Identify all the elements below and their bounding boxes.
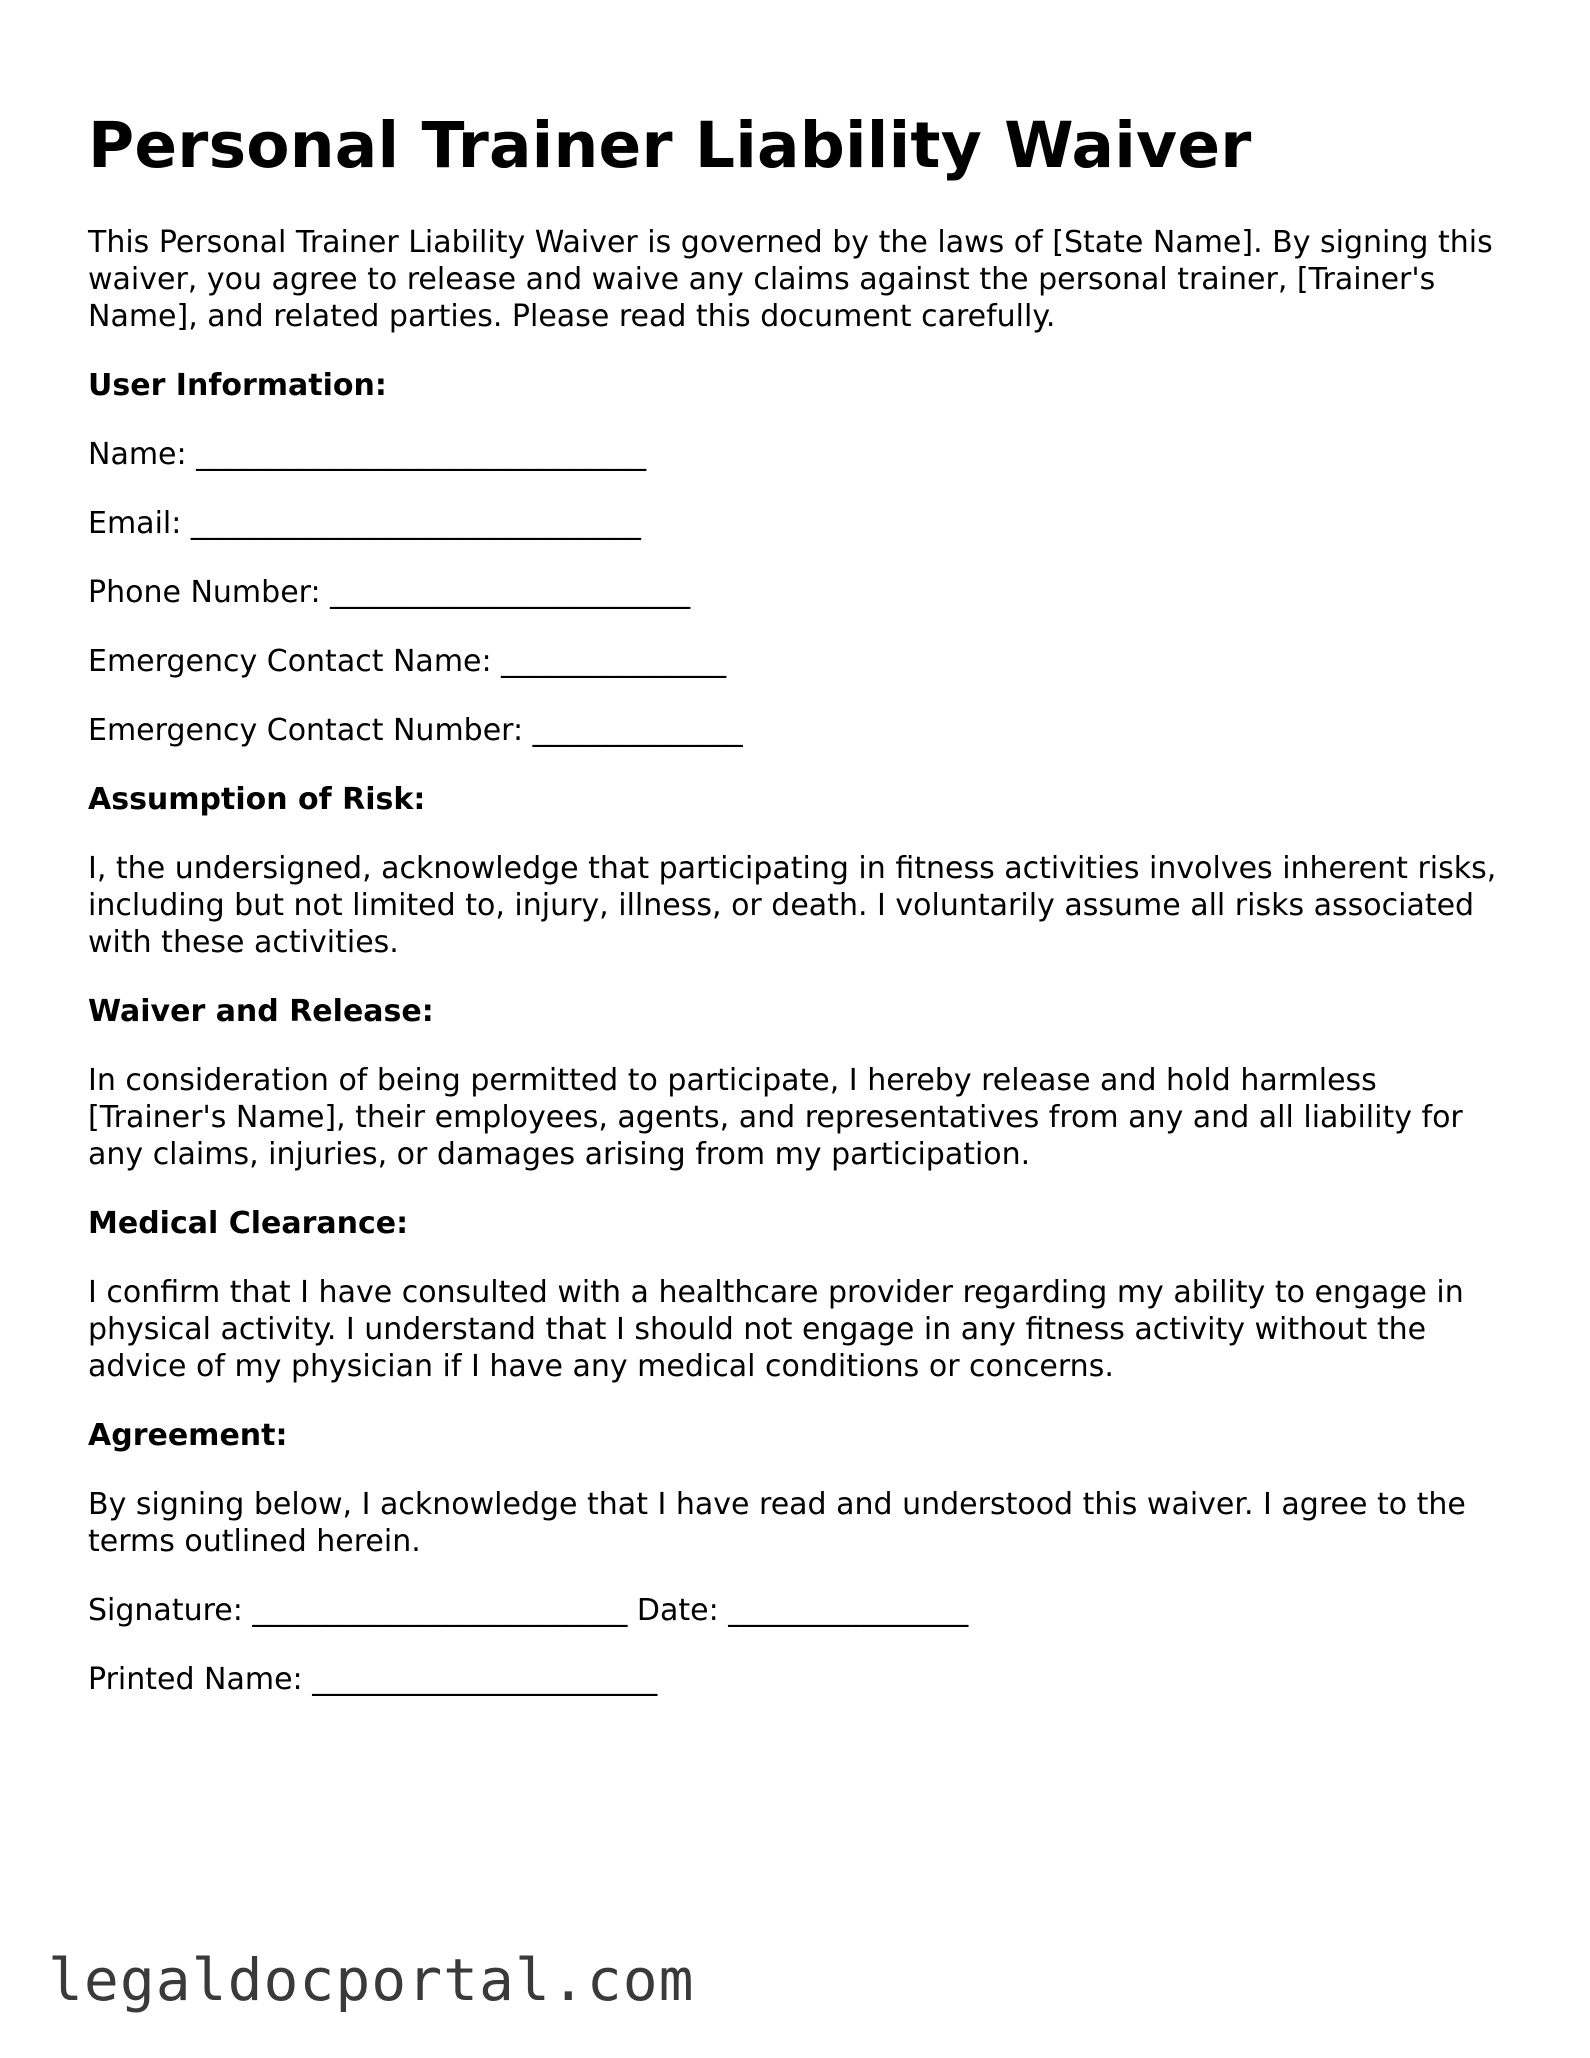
phone-field: Phone Number: ________________________ bbox=[88, 574, 691, 610]
page-title: Personal Trainer Liability Waiver bbox=[88, 109, 1252, 182]
release-heading: Waiver and Release: bbox=[88, 993, 434, 1029]
signature-date-field: Signature: _________________________ Date: ________________ bbox=[88, 1592, 969, 1628]
agreement-heading: Agreement: bbox=[88, 1417, 288, 1453]
risk-heading: Assumption of Risk: bbox=[88, 781, 426, 817]
medical-heading: Medical Clearance: bbox=[88, 1205, 409, 1241]
medical-paragraph: I confirm that I have consulted with a healthcare provider regarding my ability to engage in physical activity. I understand that I should not engage in any fitness activity without the advice of my physician if I have any medical conditions or concerns. bbox=[88, 1274, 1464, 1384]
user-info-heading: User Information: bbox=[88, 367, 387, 403]
risk-paragraph: I, the undersigned, acknowledge that participating in fitness activities involves inherent risks, including but not limited to, injury, illness, or death. I voluntarily assume all risks associated with these activities. bbox=[88, 850, 1497, 960]
agreement-paragraph: By signing below, I acknowledge that I have read and understood this waiver. I agree to the terms outlined herein. bbox=[88, 1486, 1466, 1559]
name-field: Name: ______________________________ bbox=[88, 436, 647, 472]
intro-paragraph: This Personal Trainer Liability Waiver is governed by the laws of [State Name]. By signing this waiver, you agree to release and waive any claims against the personal trainer, [Trainer's Name], and related parties. Please read this document carefully. bbox=[88, 224, 1493, 334]
release-paragraph: In consideration of being permitted to participate, I hereby release and hold harmless [Trainer's Name], their employees, agents, and representatives from any and all liability for any claims, injuries, or damages arising from my participation. bbox=[88, 1062, 1463, 1172]
footer-watermark: legaldocportal.com bbox=[48, 1946, 695, 2014]
printed-name-field: Printed Name: _______________________ bbox=[88, 1661, 658, 1697]
emergency-contact-number-field: Emergency Contact Number: ______________ bbox=[88, 712, 743, 748]
email-field: Email: ______________________________ bbox=[88, 505, 641, 541]
document-page bbox=[88, 108, 1508, 1730]
emergency-contact-name-field: Emergency Contact Name: _______________ bbox=[88, 643, 727, 679]
